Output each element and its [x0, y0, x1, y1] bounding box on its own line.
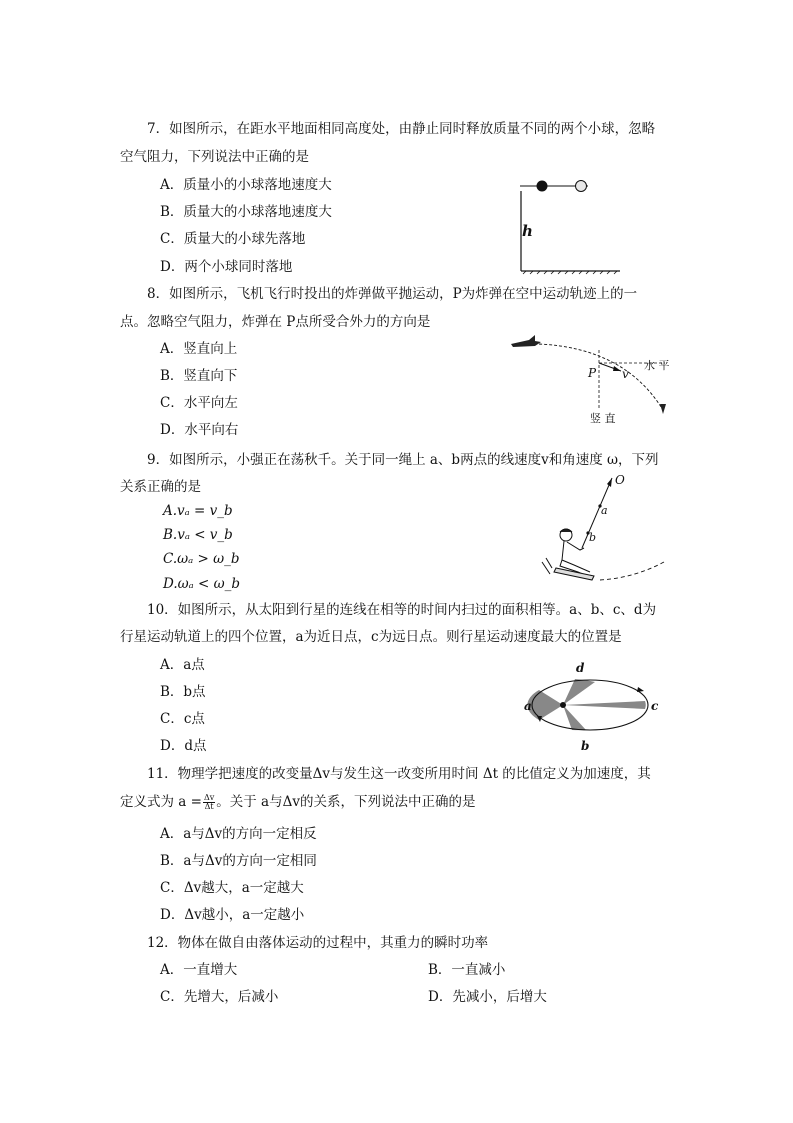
q8-stem-line1: 8．如图所示，飞机飞行时投出的炸弹做平抛运动，P为炸弹在空中运动轨迹上的一 — [147, 286, 638, 302]
person-on-swing-icon — [542, 529, 597, 580]
q8-velocity-label: v — [622, 367, 629, 381]
q9-a-label: a — [601, 504, 608, 517]
q9-figure-swing — [522, 470, 672, 592]
orbit-label-c: c — [651, 699, 659, 713]
q10-option-a: A．a点 — [160, 657, 205, 673]
q7-option-a: A．质量小的小球落地速度大 — [160, 177, 332, 193]
q11-definition-prefix: 定义式为 a = — [120, 794, 202, 810]
q10-figure-orbit — [520, 655, 660, 755]
sector-near-b — [563, 705, 586, 730]
sector-near-c — [563, 701, 646, 709]
q9-option-d: D.ωₐ < ω_b — [163, 576, 241, 592]
q10-option-c: C．c点 — [160, 711, 205, 727]
q12-option-c: C．先增大，后减小 — [160, 989, 279, 1005]
q11-definition-suffix: 。关于 a与Δv的关系，下列说法中正确的是 — [216, 794, 476, 810]
q8-stem-line2: 点。忽略空气阻力，炸弹在 P点所受合外力的方向是 — [120, 314, 431, 330]
q10-stem-line2: 行星运动轨道上的四个位置，a为近日点，c为远日点。则行星运动速度最大的位置是 — [120, 629, 622, 645]
q7-figure-two-balls — [508, 175, 628, 275]
q8-option-b: B．竖直向下 — [160, 368, 238, 384]
q12-option-a: A．一直增大 — [160, 962, 238, 978]
q11-option-d: D．Δv越小，a一定越小 — [160, 907, 305, 923]
q10-option-b: B．b点 — [160, 684, 206, 700]
q7-option-b: B．质量大的小球落地速度大 — [160, 204, 332, 220]
q12-stem: 12．物体在做自由落体运动的过程中，其重力的瞬时功率 — [147, 935, 489, 951]
q7-stem-line1: 7．如图所示，在距水平地面相同高度处，由静止同时释放质量不同的两个小球，忽略 — [147, 121, 656, 137]
q7-stem-line2: 空气阻力，下列说法中正确的是 — [120, 149, 309, 165]
q9-stem-line1: 9．如图所示，小强正在荡秋千。关于同一绳上 a、b两点的线速度v和角速度 ω，下列 — [147, 452, 659, 468]
sector-near-a — [527, 690, 563, 720]
q12-option-d: D．先减小，后增大 — [428, 989, 547, 1005]
q9-pivot-label: O — [615, 473, 625, 487]
q8-vertical-label: 竖 直 — [590, 412, 616, 425]
orbit-label-d: d — [576, 661, 585, 675]
q9-option-b: B.vₐ < v_b — [163, 527, 233, 543]
orbit-label-a: a — [524, 699, 532, 713]
q8-option-a: A．竖直向上 — [160, 341, 238, 357]
q11-stem-line2 — [120, 793, 475, 811]
q8-option-c: C．水平向左 — [160, 395, 238, 411]
q9-stem-line2: 关系正确的是 — [120, 479, 201, 495]
q11-fraction — [203, 794, 215, 811]
bomb-icon — [660, 404, 666, 414]
q10-option-d: D．d点 — [160, 738, 207, 754]
q9-b-label: b — [589, 531, 597, 544]
q9-option-a: A.vₐ = v_b — [163, 503, 233, 519]
sector-near-d — [563, 679, 595, 705]
q11-fraction-denominator: Δt — [204, 802, 214, 811]
q10-stem-line1: 10．如图所示，从太阳到行星的连线在相等的时间内扫过的面积相等。a、b、c、d为 — [147, 602, 657, 618]
q7-option-c: C．质量大的小球先落地 — [160, 231, 306, 247]
q8-figure-projectile — [505, 330, 685, 430]
airplane-icon — [511, 335, 541, 347]
orbit-label-b: b — [581, 739, 590, 753]
q11-option-a: A．a与Δv的方向一定相反 — [160, 826, 317, 842]
q8-option-d: D．水平向右 — [160, 422, 239, 438]
q7-height-label: h — [522, 222, 533, 240]
q11-option-c: C．Δv越大，a一定越大 — [160, 880, 304, 896]
q11-fraction-numerator: Δv — [203, 793, 215, 802]
q8-point-label: P — [588, 366, 597, 380]
q9-option-c: C.ωₐ > ω_b — [163, 551, 240, 567]
q8-horizontal-label: 水 平 — [644, 359, 670, 372]
q7-option-d: D．两个小球同时落地 — [160, 259, 293, 275]
q11-stem-line1: 11．物理学把速度的改变量Δv与发生这一改变所用时间 Δt 的比值定义为加速度，其 — [147, 766, 651, 782]
q11-option-b: B．a与Δv的方向一定相同 — [160, 853, 317, 869]
sun-icon — [560, 702, 566, 708]
q12-option-b: B．一直减小 — [428, 962, 506, 978]
